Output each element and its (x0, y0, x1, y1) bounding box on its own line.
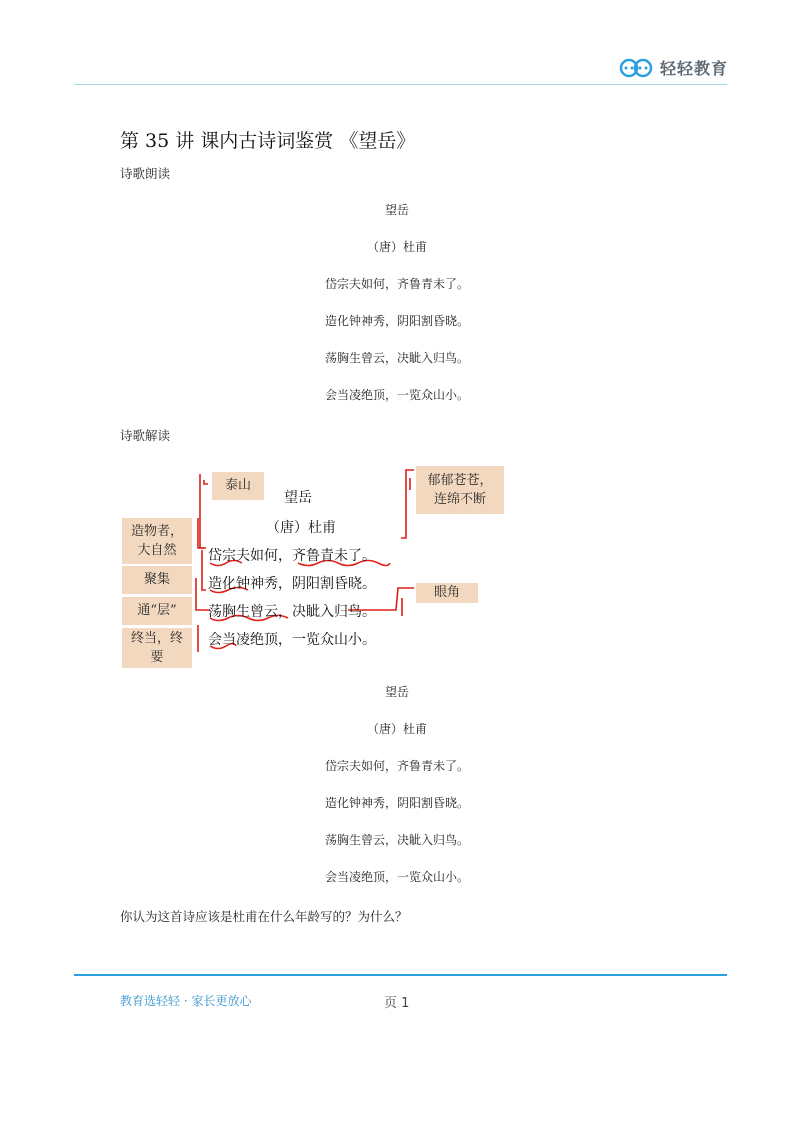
poem-title: 望岳 (384, 685, 409, 699)
figure-poem-author: （唐）杜甫 (266, 520, 336, 536)
figure-poem-line: 荡胸生曾云，决眦入归鸟。 (208, 604, 376, 620)
poem-line: 岱宗夫如何，齐鲁青未了。 (324, 759, 469, 773)
note-zhongdang: 终当，终要 (122, 628, 192, 668)
poem-author: （唐）杜甫 (366, 722, 427, 736)
figure-poem-title: 望岳 (284, 490, 312, 506)
note-yuyu: 郁郁苍苍，连绵不断 (416, 466, 504, 514)
poem-title: 望岳 (384, 203, 409, 217)
note-yanjiao: 眼角 (416, 583, 478, 603)
note-juji: 聚集 (122, 566, 192, 594)
note-taishan: 泰山 (212, 472, 264, 500)
poem-line: 岱宗夫如何，齐鲁青未了。 (324, 277, 469, 291)
note-ceng: 通“层” (122, 597, 192, 625)
brand-logo (618, 56, 728, 79)
poem-author: （唐）杜甫 (366, 240, 427, 254)
section-heading-reading: 诗歌朗读 (120, 166, 171, 181)
poem-line: 会当凌绝顶，一览众山小。 (324, 870, 469, 884)
figure-poem-line: 岱宗夫如何，齐鲁青未了。 (208, 548, 376, 564)
poem-line: 造化钟神秀，阴阳割昏晓。 (324, 796, 469, 810)
section-heading-analysis: 诗歌解读 (120, 428, 171, 443)
poem-line: 荡胸生曾云，决眦入归鸟。 (324, 833, 469, 847)
note-zaowu: 造物者，大自然 (122, 518, 192, 564)
page-number: 页 1 (384, 996, 410, 1011)
logo-text: 轻轻教育 (659, 59, 728, 78)
poem-line: 荡胸生曾云，决眦入归鸟。 (324, 351, 469, 365)
poem-line: 会当凌绝顶，一览众山小。 (324, 388, 469, 402)
header-divider (74, 84, 727, 85)
footer-slogan: 教育选轻轻 · 家长更放心 (120, 994, 252, 1008)
page-title: 第 35 讲 课内古诗词鉴赏 《望岳》 (120, 130, 416, 152)
footer-divider (74, 974, 727, 976)
annotated-poem-figure (118, 460, 518, 670)
figure-poem-line: 造化钟神秀，阴阳割昏晓。 (208, 576, 376, 592)
figure-poem-line: 会当凌绝顶，一览众山小。 (208, 632, 376, 648)
question-text: 你认为这首诗应该是杜甫在什么年龄写的？为什么？ (120, 909, 408, 924)
poem-line: 造化钟神秀，阴阳割昏晓。 (324, 314, 469, 328)
logo-icon (618, 57, 654, 79)
